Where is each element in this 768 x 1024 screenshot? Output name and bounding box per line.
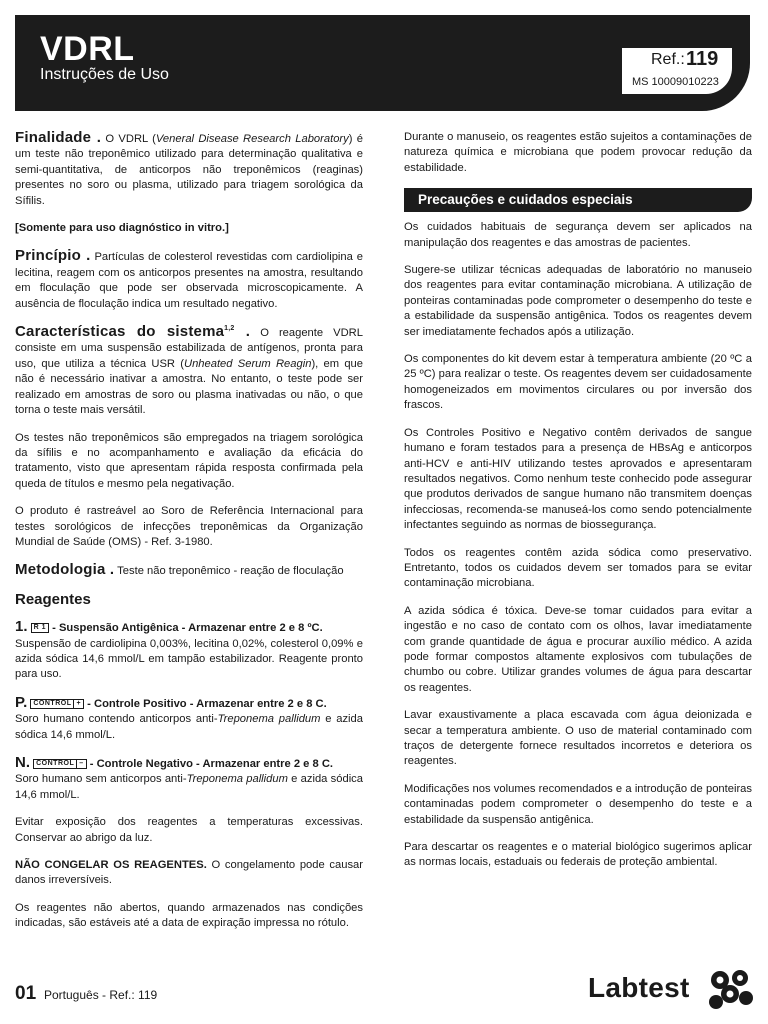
reagent-n-em: Treponema pallidum	[186, 773, 288, 786]
reagent-p-em: Treponema pallidum	[217, 713, 321, 726]
control-positive-tag: CONTROL	[33, 699, 72, 707]
ref-label: Ref.:	[651, 51, 685, 68]
reagent-n-text: Soro humano sem anticorpos anti-	[15, 773, 187, 786]
nao-congelar-text: O congelamento pode causar danos irreversíveis.	[15, 859, 363, 887]
precaucoes-p4: Os Controles Positivo e Negativo contêm derivados de sangue humano e foram testados para a presença de HBsAg e anticorpos anti-HCV e anti-HIV utilizando testes aprovados e apresentaram resultados negativos. Como nenhum teste conhecido pode assegurar que produtos derivados de sangue humano não transmitem doenças infecciosas, recomenda-se manuseá-los como sendo potencialmente infectantes seguindo as normas de biossegurança.	[404, 426, 752, 532]
footer-text: Português - Ref.: 119	[44, 988, 158, 1002]
precaucoes-p8: Modificações nos volumes recomendados e a introdução de ponteiras contaminadas podem comprometer o desempenho do teste e a estabilidade da suspensão antigênica.	[404, 782, 752, 826]
produto-paragraph: O produto é rastreável ao Soro de Referência Internacional para testes sorológicos de infecções treponêmicas da Organização Mundial de Saúde (OMS) - Ref. 3-1980.	[15, 505, 363, 548]
reagent-1-number: 1.	[15, 618, 28, 636]
right-column	[404, 130, 752, 883]
ref-number: 119	[686, 48, 719, 70]
reagent-n	[15, 755, 363, 803]
metodologia-paragraph	[15, 562, 363, 579]
precaucoes-p7: Lavar exaustivamente a placa escavada com água deionizada e secar a temperatura ambiente. O uso de material contaminado com traços de detergente fornece resultados incorretos e deteriora os reagentes.	[404, 709, 752, 768]
document-subtitle: Instruções de Uso	[40, 66, 169, 83]
nao-abertos-paragraph: Os reagentes não abertos, quando armazenados nas condições indicadas, são estáveis até a data de expiração impressa no rótulo.	[15, 901, 363, 930]
control-negative-sign: –	[76, 760, 83, 768]
precaucoes-heading: Precauções e cuidados especiais	[404, 188, 752, 212]
page-number: 01	[15, 983, 37, 1004]
control-negative-tag: CONTROL	[36, 760, 75, 767]
reagent-n-letter: N.	[15, 754, 30, 771]
caracteristicas-text-b: ), em que não é necessário inativar a amostra. No entanto, o teste pode ser realizado em amostras de soro ou plasma inativadas ou não, o que torna o teste mais versátil.	[15, 357, 363, 417]
precaucoes-p2: Sugere-se utilizar técnicas adequadas de laboratório no manuseio dos reagentes para evitar contaminação microbiana. A utilização de ponteiras contaminadas pode comprometer o desempenho do teste e a estabilidade da suspensão antigênica. Todos os reagentes devem ser imediatamente fechados após a utilização.	[404, 264, 752, 338]
document-title: VDRL	[40, 30, 135, 68]
manuseio-paragraph: Durante o manuseio, os reagentes estão sujeitos a contaminações de natureza química e microbiana que podem provocar redução da estabilidade.	[404, 131, 752, 174]
evitar-paragraph: Evitar exposição dos reagentes a temperaturas excessivas. Conservar ao abrigo da luz.	[15, 816, 363, 844]
caracteristicas-dot: .	[234, 323, 251, 341]
reagent-p-heading: - Controle Positivo - Armazenar entre 2 e 8 C.	[84, 697, 327, 710]
finalidade-em: Veneral Disease Research Laboratory	[155, 133, 349, 145]
control-negative-label-icon	[33, 759, 87, 769]
finalidade-paragraph	[15, 130, 363, 209]
principio-text: Partículas de colesterol revestidas com cardiolipina e lecitina, reagem com os anticorpos presentes na amostra, resultando em floculação que pode ser observada microscopicamente. A ausência de floculação indica um resultado negativo.	[15, 251, 363, 310]
reagent-n-text-b: e azida sódica 14,6 mmol/L.	[15, 773, 363, 801]
nao-congelar-bold: NÃO CONGELAR OS REAGENTES.	[15, 859, 207, 872]
metodologia-text: Teste não treponêmico - reação de floculação	[114, 565, 344, 578]
precaucoes-p1: Os cuidados habituais de segurança devem ser aplicados na manipulação dos reagentes e das amostras de pacientes.	[404, 221, 752, 249]
reagent-p	[15, 695, 363, 743]
labtest-logo-icon	[706, 968, 754, 1012]
reagent-n-heading: - Controle Negativo - Armazenar entre 2 e 8 C.	[86, 758, 334, 770]
finalidade-text: O VDRL (	[101, 133, 156, 145]
control-positive-label-icon	[30, 699, 84, 709]
metodologia-heading: Metodologia .	[15, 561, 115, 579]
precaucoes-p3: Os componentes do kit devem estar à temperatura ambiente (20 ºC a 25 ºC) para realizar o teste. Os reagentes devem ser cuidadosamente homogeneizados em movimentos circulares ou por inversão dos frascos.	[404, 353, 752, 412]
left-column	[15, 130, 363, 944]
caracteristicas-em: Unheated Serum Reagin	[183, 357, 312, 370]
reagentes-heading: Reagentes	[15, 590, 91, 608]
nao-congelar-paragraph	[15, 858, 363, 889]
precaucoes-p5: Todos os reagentes contêm azida sódica como preservativo. Entretanto, todos os cuidados devem ser tomados para se evitar contaminação microbiana.	[404, 546, 752, 590]
reagent-1-heading: - Suspensão Antigênica - Armazenar entre 2 e 8 ºC.	[49, 622, 323, 635]
caracteristicas-paragraph	[15, 324, 363, 418]
caracteristicas-sup: 1,2	[224, 325, 235, 333]
r1-label-icon: R 1	[31, 623, 49, 633]
testes-paragraph: Os testes não treponêmicos são empregados na triagem sorológica da sífilis e no acompanhamento e avaliação da eficácia do tratamento, visto que apresentam rápida resposta confirmada pela queda de títulos e mesmo pela negativação.	[15, 431, 363, 490]
precaucoes-p9: Para descartar os reagentes e o material biológico sugerimos aplicar as normas locais, estaduais ou federais de proteção ambiental.	[404, 841, 752, 869]
reagent-p-text: Soro humano contendo anticorpos anti-	[15, 713, 218, 726]
reagent-1	[15, 619, 363, 683]
reagent-1-text: Suspensão de cardiolipina 0,003%, lecitina 0,02%, colesterol 0,09% e azida sódica 14,6 mmol/L em tampão estabilizador. Reagente pronto para uso.	[15, 637, 363, 681]
control-positive-sign: +	[73, 700, 81, 708]
reagent-p-text-b: e azida sódica 14,6 mmol/L.	[15, 713, 363, 741]
caracteristicas-heading	[15, 323, 250, 340]
principio-heading: Princípio .	[15, 247, 91, 265]
ms-registration: MS 10009010223	[632, 76, 719, 88]
labtest-logo-text: Labtest	[588, 972, 690, 1003]
precaucoes-p6: A azida sódica é tóxica. Deve-se tomar cuidados para evitar a ingestão e no caso de contato com os olhos, lavar imediatamente com grande quantidade de água e procurar auxílio médico. A azida pode formar compostos altamente explosivos com tubulações de chumbo ou cobre. Utilizar grandes volumes de água para descartar os reagentes.	[404, 604, 752, 694]
reagent-p-letter: P.	[15, 693, 28, 711]
caracteristicas-title: Características do sistema	[15, 323, 225, 341]
principio-paragraph	[15, 248, 363, 312]
finalidade-text-b: ) é um teste não treponêmico utilizado para determinação qualitativa e semi-quantitativa, de anticorpos não treponêmicos (reaginas) presentes no soro ou plasma, utilizado para triagem sorológica da Sífilis.	[15, 133, 363, 207]
diagnostic-note: [Somente para uso diagnóstico in vitro.]	[15, 222, 229, 235]
finalidade-heading: Finalidade .	[15, 129, 102, 146]
caracteristicas-text: O reagente VDRL consiste em uma suspensão estabilizada de antígenos, pronta para uso, que utiliza a técnica USR (	[15, 327, 363, 370]
